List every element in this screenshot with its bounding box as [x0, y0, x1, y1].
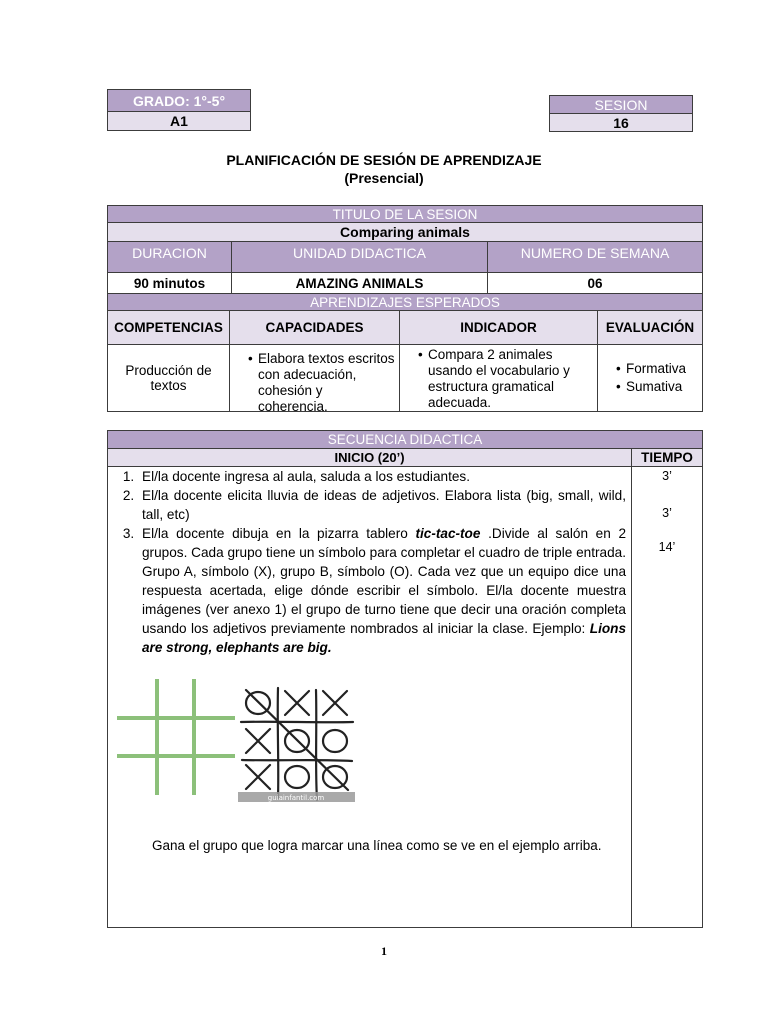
- tic-tac-toe-grid-icon: [117, 677, 237, 797]
- sesion-label: SESION: [549, 95, 693, 114]
- board-mark-o: [323, 730, 347, 752]
- capacidad-cell: [229, 344, 400, 412]
- tiempo-label: TIEMPO: [631, 448, 703, 467]
- semana-value: 06: [487, 272, 703, 294]
- evaluacion-sumativa: • Sumativa: [626, 378, 686, 396]
- page-title: PLANIFICACIÓN DE SESIÓN DE APRENDIZAJE: [226, 152, 542, 168]
- sesion-value: 16: [549, 113, 693, 132]
- board-mark-x: [246, 729, 270, 753]
- tiempo-content: [631, 466, 703, 928]
- semana-label: NUMERO DE SEMANA: [487, 241, 703, 273]
- board-caption: Gana el grupo que logra marcar una línea como se ve en el ejemplo arriba.: [152, 838, 602, 853]
- board-drawing: [238, 684, 355, 802]
- step-3: 3. El/la docente dibuja en la pizarra tablero tic-tac-toe .Divide al salón en 2 grupos. Cada grupo tiene un símbolo para completar el cuadro de triple entrada. Grupo A, símbolo (X), grupo B, símbolo (O). Cada vez que un equipo dice una respuesta acertada, elige dónde escribir el símbolo. El/la docente muestra imágenes (ver anexo 1) el grupo de turno tiene que decir una oración completa usando los adjetivos previamente nombrados al iniciar la clase. Ejemplo: Lions are strong, elephants are big.: [138, 524, 626, 657]
- indicador-cell: [399, 344, 598, 412]
- duracion-label: DURACION: [107, 241, 232, 273]
- time-2: 3’: [662, 506, 672, 520]
- steps-list: [114, 467, 626, 657]
- duracion-value: 90 minutos: [107, 272, 232, 294]
- step-2: 2. El/la docente elicita lluvia de ideas de adjetivos. Elabora lista (big, small, wild, tall, etc): [138, 486, 626, 524]
- unidad-value: AMAZING ANIMALS: [231, 272, 488, 294]
- capacidad-value: • Elabora textos escritos con adecuación, cohesión y coherencia.: [258, 351, 395, 415]
- step-1: 1. El/la docente ingresa al aula, saluda a los estudiantes.: [138, 467, 626, 486]
- evaluacion-formativa: • Formativa: [626, 360, 686, 378]
- tic-tac-toe-board-image: [238, 684, 355, 802]
- secuencia-title: SECUENCIA DIDACTICA: [107, 430, 703, 449]
- indicador-value: • Compara 2 animales usando el vocabulario y estructura gramatical adecuada.: [428, 347, 593, 411]
- board-mark-o: [285, 766, 309, 788]
- time-3: 14’: [658, 540, 676, 554]
- competencia-value: Producción de textos: [107, 344, 230, 412]
- board-watermark: guiainfantil.com: [267, 794, 325, 802]
- board-mark-x: [246, 765, 270, 789]
- page-subtitle: (Presencial): [344, 170, 424, 186]
- evaluacion-cell: [597, 344, 703, 412]
- inicio-label: INICIO (20’): [107, 448, 632, 467]
- capacidades-label: CAPACIDADES: [229, 310, 400, 345]
- unidad-label: UNIDAD DIDACTICA: [231, 241, 488, 273]
- titulo-label: TITULO DE LA SESION: [107, 205, 703, 223]
- grado-label: GRADO: 1°-5°: [107, 89, 251, 112]
- grado-value: A1: [107, 111, 251, 131]
- time-1: 3’: [662, 469, 672, 483]
- aprendizajes-label: APRENDIZAJES ESPERADOS: [107, 293, 703, 311]
- titulo-value: Comparing animals: [107, 222, 703, 242]
- page-number: 1: [381, 944, 387, 958]
- board-mark-x: [285, 691, 309, 715]
- board-mark-x: [323, 691, 347, 715]
- competencias-label: COMPETENCIAS: [107, 310, 230, 345]
- evaluacion-label: EVALUACIÓN: [597, 310, 703, 345]
- indicador-label: INDICADOR: [399, 310, 598, 345]
